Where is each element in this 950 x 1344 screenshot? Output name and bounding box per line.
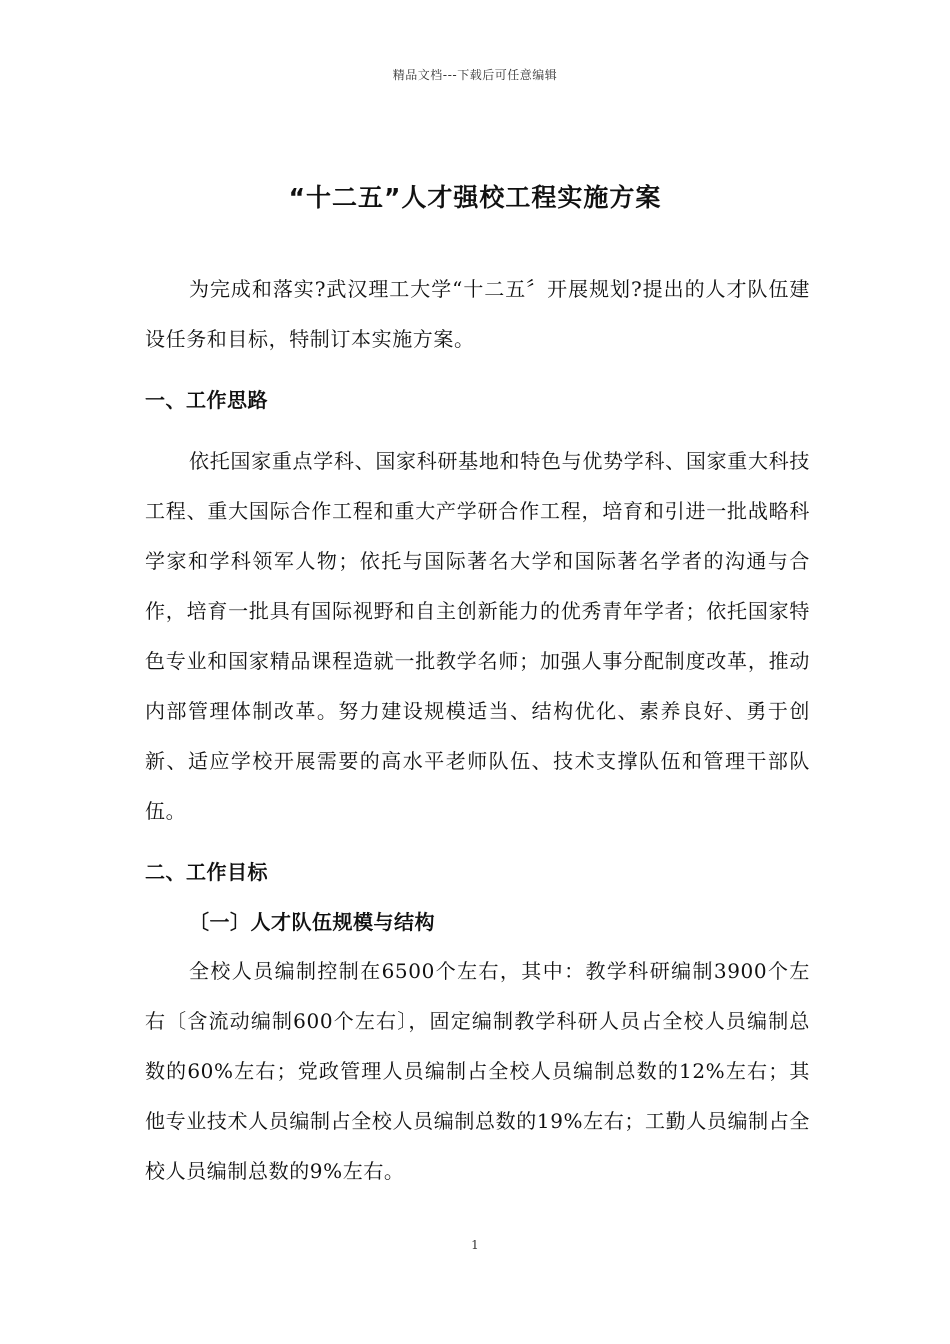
page-header: 精品文档---下载后可任意编辑 (392, 68, 558, 82)
section-paragraph-talent-scale: 全校人员编制控制在6500个左右，其中：教学科研编制3900个左右〔含流动编制600个左右〕，固定编制教学科研人员占全校人员编制总数的60%左右；党政管理人员编制占全校人员编制总数的12%左右；其他专业技术人员编制占全校人员编制总数的19%左右；工勤人员编制占全校人员编制总数的9%左右。 (145, 959, 810, 1183)
subsection-heading-talent-scale: 〔一〕人才队伍规模与结构 (189, 910, 435, 934)
section-heading-work-approach: 一、工作思路 (145, 388, 268, 412)
section-heading-work-goals: 二、工作目标 (145, 860, 268, 884)
page-number: 1 (471, 1238, 479, 1252)
section-paragraph-work-approach: 依托国家重点学科、国家科研基地和特色与优势学科、国家重大科技工程、重大国际合作工程和重大产学研合作工程，培育和引进一批战略科学家和学科领军人物；依托与国际著名大学和国际著名学者的沟通与合作，培育一批具有国际视野和自主创新能力的优秀青年学者；依托国家特色专业和国家精品课程造就一批教学名师；加强人事分配制度改革，推动内部管理体制改革。努力建设规模适当、结构优化、素养良好、勇于创新、适应学校开展需要的高水平老师队伍、技术支撑队伍和管理干部队伍。 (145, 449, 810, 823)
intro-paragraph: 为完成和落实?武汉理工大学“十二五〞开展规划?提出的人才队伍建设任务和目标，特制订本实施方案。 (145, 277, 810, 351)
document-body (145, 264, 810, 1196)
document-title: “十二五”人才强校工程实施方案 (288, 183, 662, 212)
